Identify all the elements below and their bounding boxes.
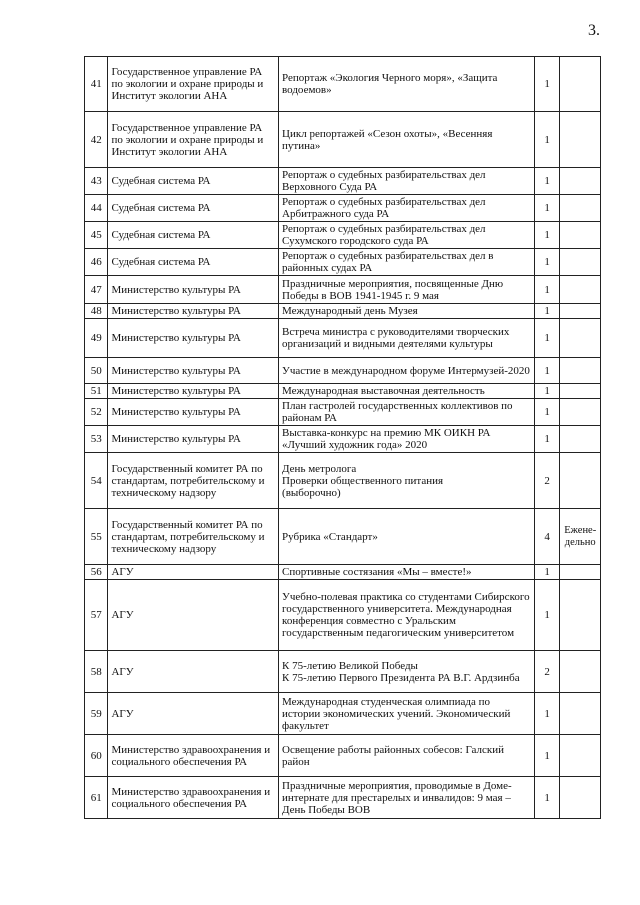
row-number-cell: 48 bbox=[85, 304, 108, 319]
event-cell: Репортаж о судебных разбирательствах дел Арбитражного суда РА bbox=[279, 195, 535, 222]
count-cell: 1 bbox=[534, 276, 560, 304]
periodicity-cell bbox=[560, 651, 601, 693]
event-cell: Репортаж «Экология Черного моря», «Защита водоемов» bbox=[279, 57, 535, 112]
organization-cell: Судебная система РА bbox=[108, 222, 279, 249]
count-cell: 1 bbox=[534, 580, 560, 651]
row-number-cell: 47 bbox=[85, 276, 108, 304]
event-cell: Выставка-конкурс на премию МК ОИКН РА «Лучший художник года» 2020 bbox=[279, 426, 535, 453]
organization-cell: Министерство культуры РА bbox=[108, 319, 279, 358]
row-number-cell: 61 bbox=[85, 777, 108, 819]
count-cell: 1 bbox=[534, 777, 560, 819]
row-number-cell: 57 bbox=[85, 580, 108, 651]
row-number-cell: 41 bbox=[85, 57, 108, 112]
table-row bbox=[85, 777, 601, 819]
table-row bbox=[85, 399, 601, 426]
count-cell: 1 bbox=[534, 57, 560, 112]
organization-cell: Министерство культуры РА bbox=[108, 384, 279, 399]
row-number-cell: 53 bbox=[85, 426, 108, 453]
row-number-cell: 50 bbox=[85, 358, 108, 384]
event-cell: Репортаж о судебных разбирательствах дел Верховного Суда РА bbox=[279, 168, 535, 195]
table-row bbox=[85, 384, 601, 399]
periodicity-cell bbox=[560, 453, 601, 509]
organization-cell: Министерство культуры РА bbox=[108, 426, 279, 453]
event-cell: Участие в международном форуме Интермузей-2020 bbox=[279, 358, 535, 384]
table-row bbox=[85, 249, 601, 276]
count-cell: 1 bbox=[534, 399, 560, 426]
periodicity-cell bbox=[560, 319, 601, 358]
periodicity-cell bbox=[560, 384, 601, 399]
count-cell: 1 bbox=[534, 195, 560, 222]
event-cell: Репортаж о судебных разбирательствах дел Сухумского городского суда РА bbox=[279, 222, 535, 249]
organization-cell: Министерство здравоохранения и социального обеспечения РА bbox=[108, 777, 279, 819]
table-row bbox=[85, 195, 601, 222]
table-row bbox=[85, 276, 601, 304]
periodicity-cell bbox=[560, 195, 601, 222]
count-cell: 1 bbox=[534, 735, 560, 777]
organization-cell: Судебная система РА bbox=[108, 195, 279, 222]
organization-cell: Государственное управление РА по экологии и охране природы и Институт экологии АНА bbox=[108, 57, 279, 112]
row-number-cell: 43 bbox=[85, 168, 108, 195]
count-cell: 1 bbox=[534, 304, 560, 319]
count-cell: 1 bbox=[534, 249, 560, 276]
organization-cell: Министерство культуры РА bbox=[108, 399, 279, 426]
row-number-cell: 54 bbox=[85, 453, 108, 509]
table-row bbox=[85, 426, 601, 453]
periodicity-cell bbox=[560, 777, 601, 819]
periodicity-cell bbox=[560, 112, 601, 168]
event-cell: Международная выставочная деятельность bbox=[279, 384, 535, 399]
count-cell: 2 bbox=[534, 651, 560, 693]
organization-cell: Министерство культуры РА bbox=[108, 358, 279, 384]
event-cell: Рубрика «Стандарт» bbox=[279, 509, 535, 565]
table-row bbox=[85, 304, 601, 319]
table-row bbox=[85, 112, 601, 168]
organization-cell: Министерство культуры РА bbox=[108, 304, 279, 319]
row-number-cell: 46 bbox=[85, 249, 108, 276]
event-cell: Цикл репортажей «Сезон охоты», «Весенняя путина» bbox=[279, 112, 535, 168]
periodicity-cell bbox=[560, 580, 601, 651]
count-cell: 1 bbox=[534, 358, 560, 384]
row-number-cell: 42 bbox=[85, 112, 108, 168]
event-cell: Встреча министра с руководителями творческих организаций и видными деятелями культуры bbox=[279, 319, 535, 358]
count-cell: 1 bbox=[534, 319, 560, 358]
event-cell: План гастролей государственных коллективов по районам РА bbox=[279, 399, 535, 426]
table-row bbox=[85, 509, 601, 565]
event-cell: Праздничные мероприятия, посвященные Дню Победы в ВОВ 1941-1945 г. 9 мая bbox=[279, 276, 535, 304]
table-row bbox=[85, 453, 601, 509]
periodicity-cell bbox=[560, 168, 601, 195]
row-number-cell: 49 bbox=[85, 319, 108, 358]
periodicity-cell bbox=[560, 693, 601, 735]
count-cell: 1 bbox=[534, 222, 560, 249]
row-number-cell: 55 bbox=[85, 509, 108, 565]
table-row bbox=[85, 319, 601, 358]
organization-cell: АГУ bbox=[108, 565, 279, 580]
table-row bbox=[85, 735, 601, 777]
count-cell: 1 bbox=[534, 693, 560, 735]
periodicity-cell bbox=[560, 358, 601, 384]
event-cell: К 75-летию Великой Победы К 75-летию Первого Президента РА В.Г. Ардзинба bbox=[279, 651, 535, 693]
organization-cell: АГУ bbox=[108, 651, 279, 693]
organization-cell: Судебная система РА bbox=[108, 168, 279, 195]
organization-cell: Государственное управление РА по экологии и охране природы и Институт экологии АНА bbox=[108, 112, 279, 168]
event-cell: День метролога Проверки общественного питания (выборочно) bbox=[279, 453, 535, 509]
event-cell: Спортивные состязания «Мы – вместе!» bbox=[279, 565, 535, 580]
periodicity-cell bbox=[560, 57, 601, 112]
table-row bbox=[85, 57, 601, 112]
event-cell: Репортаж о судебных разбирательствах дел в районных судах РА bbox=[279, 249, 535, 276]
periodicity-cell bbox=[560, 735, 601, 777]
organization-cell: Государственный комитет РА по стандартам, потребительскому и техническому надзору bbox=[108, 453, 279, 509]
count-cell: 1 bbox=[534, 168, 560, 195]
row-number-cell: 60 bbox=[85, 735, 108, 777]
table-row bbox=[85, 358, 601, 384]
row-number-cell: 45 bbox=[85, 222, 108, 249]
row-number-cell: 51 bbox=[85, 384, 108, 399]
organization-cell: АГУ bbox=[108, 580, 279, 651]
row-number-cell: 52 bbox=[85, 399, 108, 426]
event-cell: Международный день Музея bbox=[279, 304, 535, 319]
periodicity-cell bbox=[560, 276, 601, 304]
page-number: 3. bbox=[588, 22, 600, 39]
schedule-table bbox=[84, 56, 601, 819]
periodicity-cell bbox=[560, 399, 601, 426]
periodicity-cell bbox=[560, 426, 601, 453]
periodicity-cell bbox=[560, 304, 601, 319]
row-number-cell: 58 bbox=[85, 651, 108, 693]
count-cell: 1 bbox=[534, 112, 560, 168]
schedule-table-body bbox=[85, 57, 601, 819]
organization-cell: Министерство здравоохранения и социального обеспечения РА bbox=[108, 735, 279, 777]
organization-cell: АГУ bbox=[108, 693, 279, 735]
periodicity-cell bbox=[560, 565, 601, 580]
periodicity-cell: Ежене-дельно bbox=[560, 509, 601, 565]
periodicity-cell bbox=[560, 249, 601, 276]
table-row bbox=[85, 168, 601, 195]
table-row bbox=[85, 580, 601, 651]
row-number-cell: 56 bbox=[85, 565, 108, 580]
event-cell: Праздничные мероприятия, проводимые в Доме-интернате для престарелых и инвалидов: 9 мая – День Победы ВОВ bbox=[279, 777, 535, 819]
count-cell: 4 bbox=[534, 509, 560, 565]
organization-cell: Государственный комитет РА по стандартам, потребительскому и техническому надзору bbox=[108, 509, 279, 565]
count-cell: 1 bbox=[534, 426, 560, 453]
organization-cell: Министерство культуры РА bbox=[108, 276, 279, 304]
table-row bbox=[85, 651, 601, 693]
event-cell: Международная студенческая олимпиада по истории экономических учений. Экономический факультет bbox=[279, 693, 535, 735]
periodicity-cell bbox=[560, 222, 601, 249]
organization-cell: Судебная система РА bbox=[108, 249, 279, 276]
table-row bbox=[85, 693, 601, 735]
count-cell: 2 bbox=[534, 453, 560, 509]
row-number-cell: 59 bbox=[85, 693, 108, 735]
row-number-cell: 44 bbox=[85, 195, 108, 222]
event-cell: Учебно-полевая практика со студентами Сибирского государственного университета. Международная конференция совместно с Уральским государственным педагогическим университетом bbox=[279, 580, 535, 651]
count-cell: 1 bbox=[534, 384, 560, 399]
table-row bbox=[85, 565, 601, 580]
event-cell: Освещение работы районных собесов: Галский район bbox=[279, 735, 535, 777]
table-row bbox=[85, 222, 601, 249]
count-cell: 1 bbox=[534, 565, 560, 580]
schedule-table-wrapper bbox=[84, 56, 601, 819]
